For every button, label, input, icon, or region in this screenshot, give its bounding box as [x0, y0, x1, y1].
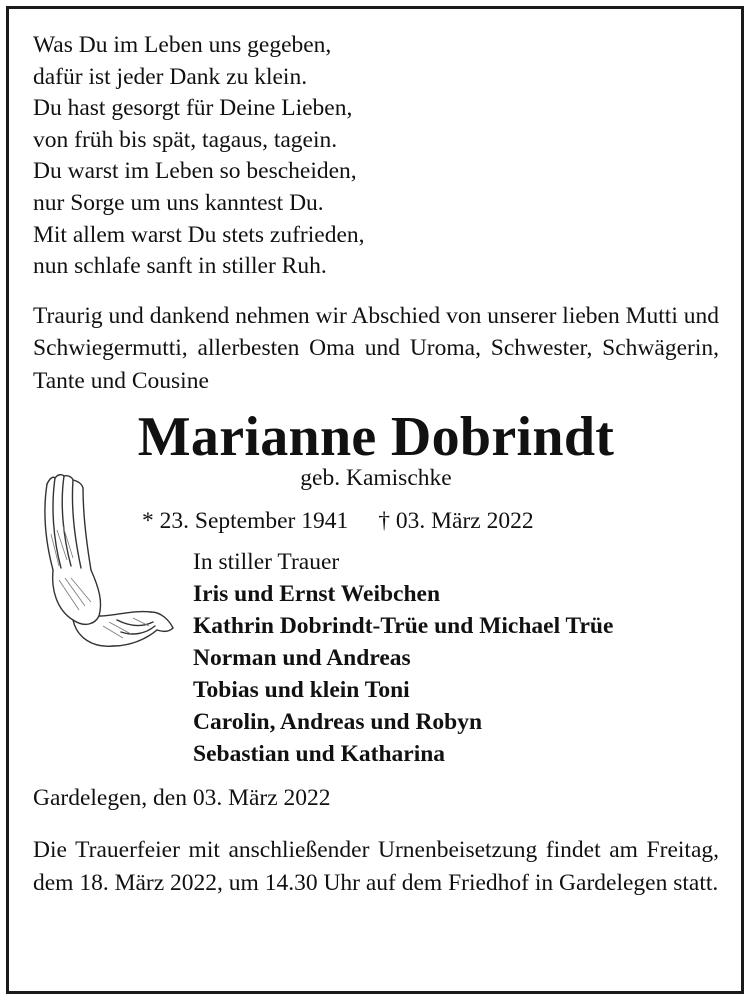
mourner-family: Kathrin Dobrindt-Trüe und Michael Trüe	[193, 613, 614, 640]
mourner-family: Iris und Ernst Weibchen	[193, 581, 441, 608]
praying-hands-icon	[33, 470, 178, 660]
obituary-notice	[33, 30, 719, 899]
poem-line: nur Sorge um uns kanntest Du.	[33, 189, 324, 216]
birth-name: geb. Kamischke	[300, 465, 452, 492]
mourners-lead: In stiller Trauer	[193, 549, 340, 576]
death-date: † 03. März 2022	[378, 508, 534, 535]
poem-line: Was Du im Leben uns gegeben,	[33, 32, 332, 58]
intro-text: Traurig und dankend nehmen wir Abschied von unserer lieben Mutti und Schwiegermutti, allerbesten Oma und Uroma, Schwester, Schwägerin, Tante und Cousine	[33, 302, 719, 394]
poem-line: Du hast gesorgt für Deine Lieben,	[33, 95, 353, 122]
place-date: Gardelegen, den 03. März 2022	[33, 785, 331, 812]
service-info: Die Trauerfeier mit anschließender Urnenbeisetzung findet am Freitag, dem 18. März 2022, um 14.30 Uhr auf dem Friedhof in Gardelegen statt.	[33, 837, 719, 896]
mourner-family: Norman und Andreas	[193, 645, 411, 672]
poem-line: Du warst im Leben so bescheiden,	[33, 158, 357, 185]
mourner-family: Tobias und klein Toni	[193, 677, 410, 704]
poem-line: nun schlafe sanft in stiller Ruh.	[33, 253, 327, 280]
poem-line: dafür ist jeder Dank zu klein.	[33, 63, 308, 90]
deceased-name: Marianne Dobrindt	[137, 406, 615, 469]
mourner-family: Carolin, Andreas und Robyn	[193, 709, 483, 736]
poem-line: von früh bis spät, tagaus, tagein.	[33, 126, 338, 153]
poem	[33, 30, 719, 283]
mourner-family: Sebastian und Katharina	[193, 741, 446, 768]
birth-date: * 23. September 1941	[142, 508, 349, 535]
poem-line: Mit allem warst Du stets zufrieden,	[33, 221, 365, 248]
